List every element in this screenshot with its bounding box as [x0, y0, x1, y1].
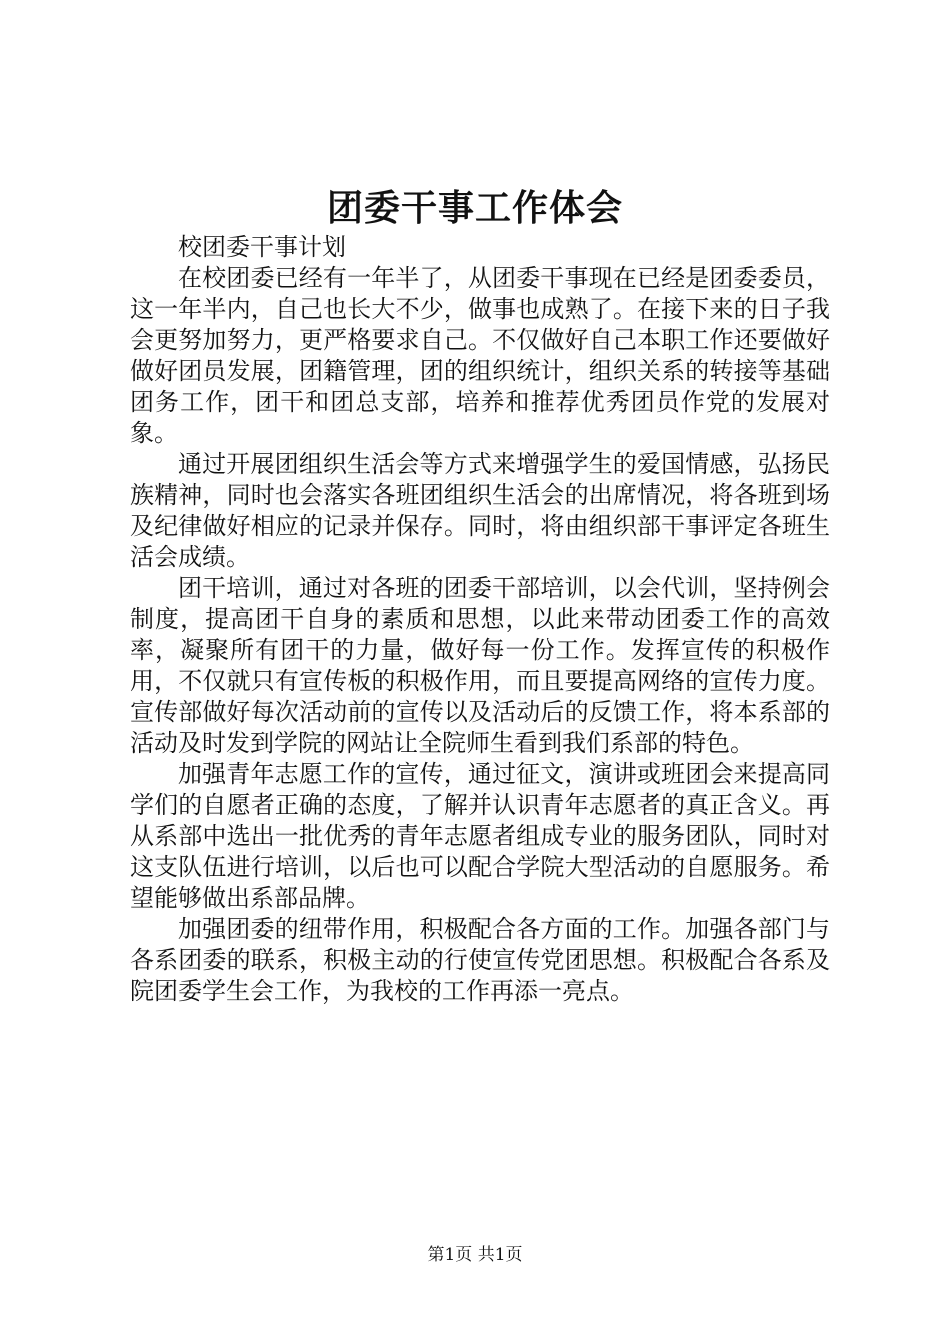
paragraph-3: 团干培训，通过对各班的团委干部培训，以会代训，坚持例会制度，提高团干自身的素质和思想，以此来带动团委工作的高效率，凝聚所有团干的力量，做好每一份工作。发挥宣传的积极作用，不仅就只有宣传板的积极作用，而且要提高网络的宣传力度。宣传部做好每次活动前的宣传以及活动后的反馈工作，将本系部的活动及时发到学院的网站让全院师生看到我们系部的特色。 — [130, 574, 830, 757]
paragraph-4: 加强青年志愿工作的宣传，通过征文，演讲或班团会来提高同学们的自愿者正确的态度，了解并认识青年志愿者的真正含义。再从系部中选出一批优秀的青年志愿者组成专业的服务团队，同时对这支队伍进行培训，以后也可以配合学院大型活动的自愿服务。希望能够做出系部品牌。 — [130, 760, 830, 912]
paragraph-1: 在校团委已经有一年半了，从团委干事现在已经是团委委员，这一年半内，自己也长大不少，做事也成熟了。在接下来的日子我会更努加努力，更严格要求自己。不仅做好自己本职工作还要做好做好团员发展，团籍管理，团的组织统计，组织关系的转接等基础团务工作，团干和团总支部，培养和推荐优秀团员作党的发展对象。 — [130, 264, 830, 447]
document-title: 团委干事工作体会 — [326, 187, 623, 229]
page-footer: 第1页 共1页 — [427, 1245, 523, 1265]
paragraph-5: 加强团委的纽带作用，积极配合各方面的工作。加强各部门与各系团委的联系，积极主动的行使宣传党团思想。积极配合各系及院团委学生会工作，为我校的工作再添一亮点。 — [130, 915, 830, 1005]
document-body — [130, 232, 830, 1007]
paragraph-subtitle: 校团委干事计划 — [178, 233, 346, 261]
paragraph-2: 通过开展团组织生活会等方式来增强学生的爱国情感，弘扬民族精神，同时也会落实各班团组织生活会的出席情况，将各班到场及纪律做好相应的记录并保存。同时，将由组织部干事评定各班生活会成绩。 — [130, 450, 830, 571]
